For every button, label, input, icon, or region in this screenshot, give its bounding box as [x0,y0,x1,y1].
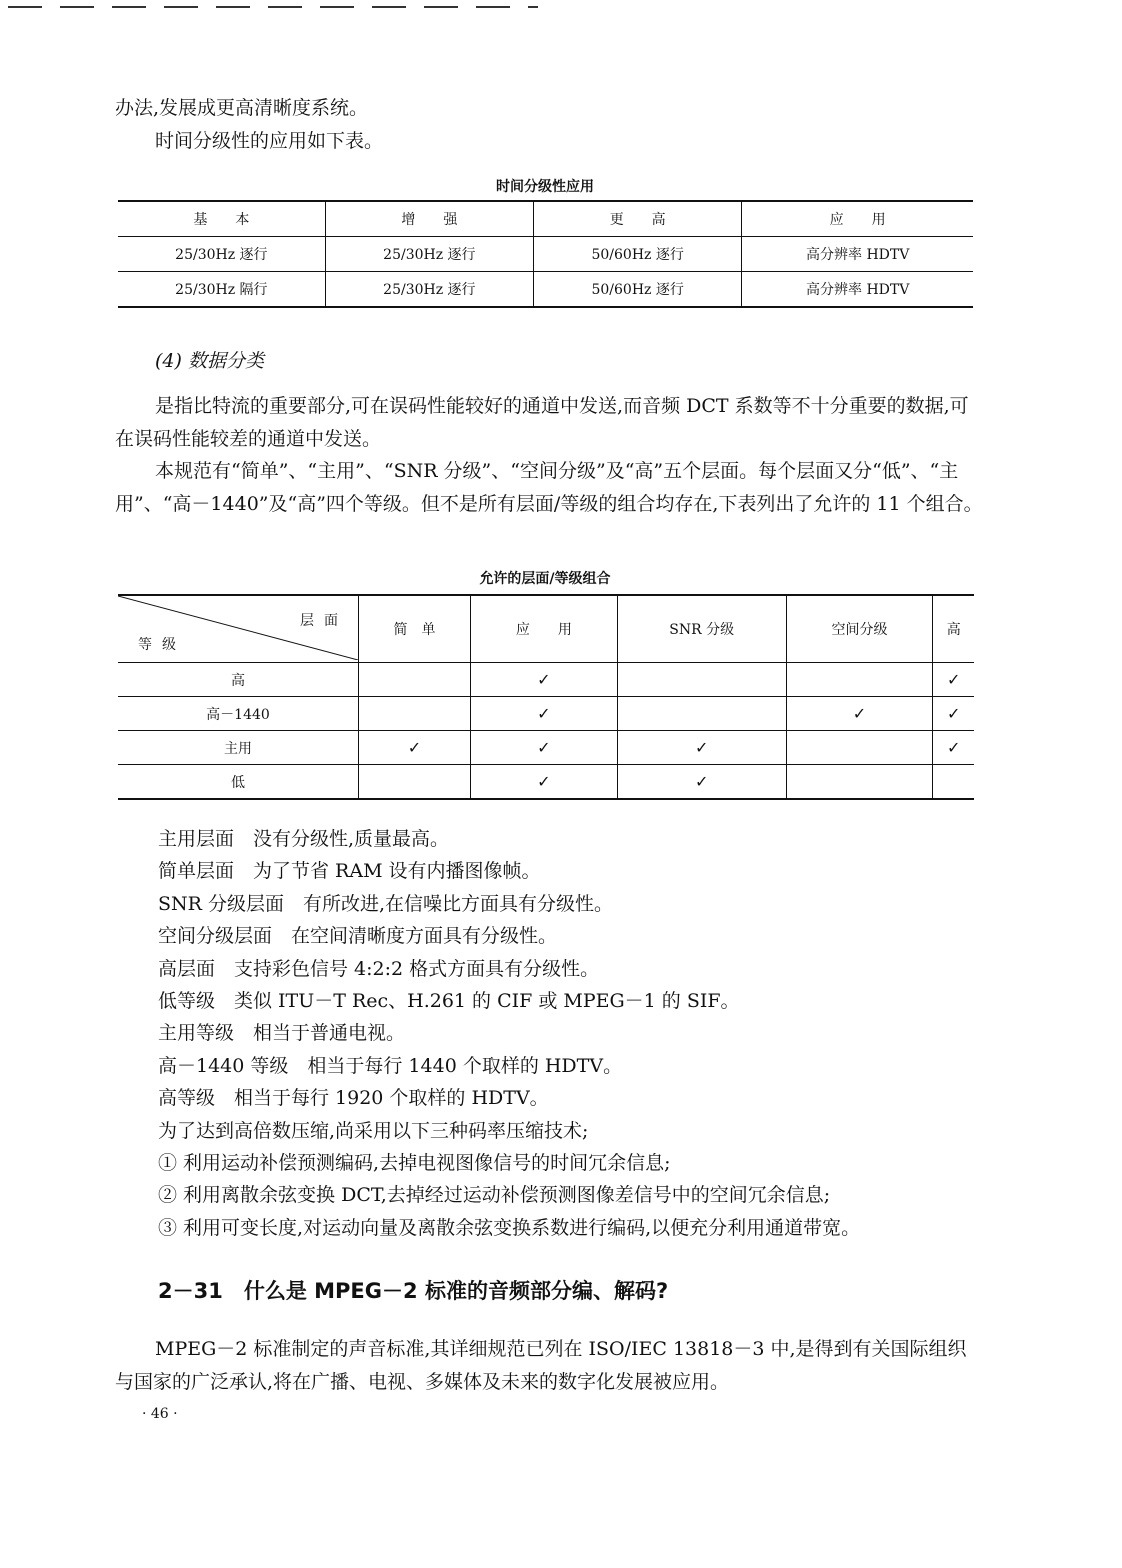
table-cell: 50/60Hz 逐行 [534,237,742,272]
level-label: 高－1440 [118,697,359,731]
table-header-row [118,201,973,237]
checkmark-icon: ✓ [407,738,422,757]
table-cell: 25/30Hz 隔行 [118,272,325,308]
level-label: 高 [118,663,359,697]
table-cell: 高分辨率 HDTV [742,237,973,272]
definition-line: ② 利用离散余弦变换 DCT,去掉经过运动补偿预测图像差信号中的空间冗余信息; [158,1184,831,1207]
table-cell [786,697,933,731]
checkmark-icon: ✓ [947,738,961,757]
definition-line: 空间分级层面 在空间清晰度方面具有分级性。 [158,925,558,948]
section-heading: 2－31 什么是 MPEG－2 标准的音频部分编、解码? [158,1279,669,1303]
checkmark-icon: ✓ [947,704,961,723]
level-label: 低 [118,765,359,800]
table-cell [933,697,974,731]
definition-line: 简单层面 为了节省 RAM 设有内播图像帧。 [158,860,541,883]
header-spatial: 空间分级 [786,595,933,663]
header-main: 应 用 [470,595,617,663]
table-cell [786,663,933,697]
definition-line: SNR 分级层面 有所改进,在信噪比方面具有分级性。 [158,892,614,915]
definition-line: ① 利用运动补偿预测编码,去掉电视图像信号的时间冗余信息; [158,1152,671,1174]
profile-level-table [118,594,974,800]
definition-line: 为了达到高倍数压缩,尚采用以下三种码率压缩技术; [158,1119,589,1142]
table-cell [470,663,617,697]
table-cell [470,765,617,800]
closing-paragraph: MPEG－2 标准制定的声音标准,其详细规范已列在 ISO/IEC 13818－3 中,是得到有关国际组织与国家的广泛承认,将在广播、电视、多媒体及未来的数字化发展被应用。 [115,1338,967,1393]
table-cell [359,765,471,800]
table-cell [617,697,786,731]
checkmark-icon: ✓ [537,704,551,723]
table-cell [933,663,974,697]
table-cell [617,731,786,765]
table-row [118,731,974,765]
checkmark-icon: ✓ [537,738,551,757]
table-cell: 25/30Hz 逐行 [325,272,533,308]
table-row [118,765,974,800]
definition-line: 高－1440 等级 相当于每行 1440 个取样的 HDTV。 [158,1054,623,1077]
level-label: 主用 [118,731,359,765]
header-simple: 简 单 [359,595,471,663]
table-header-row [118,595,974,663]
table-cell [933,731,974,765]
section-4-title: (4) 数据分类 [155,350,264,372]
intro-line-1: 办法,发展成更高清晰度系统。 [115,97,369,119]
checkmark-icon: ✓ [537,772,551,791]
table-cell [470,697,617,731]
header-base: 基 本 [118,201,325,237]
definition-line: 主用层面 没有分级性,质量最高。 [158,828,450,850]
top-scan-dashes [8,6,538,8]
table-cell: 高分辨率 HDTV [742,272,973,308]
table-row [118,272,973,308]
table-cell [786,731,933,765]
table2-caption: 允许的层面/等级组合 [479,571,611,587]
table-cell [359,663,471,697]
table-cell [617,765,786,800]
temporal-scalability-table [118,200,973,308]
checkmark-icon: ✓ [694,772,709,791]
table-cell [359,697,471,731]
header-snr: SNR 分级 [617,595,786,663]
checkmark-icon: ✓ [947,670,961,689]
table-cell [359,731,471,765]
table-cell [786,765,933,800]
definition-line: ③ 利用可变长度,对运动向量及离散余弦变换系数进行编码,以便充分利用通道带宽。 [158,1216,861,1239]
header-enhance: 增 强 [325,201,533,237]
definition-line: 低等级 类似 ITU－T Rec、H.261 的 CIF 或 MPEG－1 的 SIF。 [158,990,740,1012]
header-higher: 更 高 [534,201,742,237]
corner-label-level: 等级 [138,637,186,653]
table-row [118,237,973,272]
table-cell: 50/60Hz 逐行 [534,272,742,308]
definition-line: 高等级 相当于每行 1920 个取样的 HDTV。 [158,1087,549,1110]
corner-label-profile: 层面 [300,613,348,629]
table-cell: 25/30Hz 逐行 [325,237,533,272]
table1-caption: 时间分级性应用 [496,179,594,195]
table-cell [470,731,617,765]
corner-header [118,595,359,663]
checkmark-icon: ✓ [852,704,867,723]
definition-line: 高层面 支持彩色信号 4:2:2 格式方面具有分级性。 [158,957,600,980]
table-cell [617,663,786,697]
checkmark-icon: ✓ [537,670,551,689]
table-cell: 25/30Hz 逐行 [118,237,325,272]
header-high: 高 [933,595,974,663]
table-row [118,697,974,731]
checkmark-icon: ✓ [694,738,709,757]
section-4-para-2: 本规范有“简单”、“主用”、“SNR 分级”、“空间分级”及“高”五个层面。每个层面又分“低”、“主用”、“高－1440”及“高”四个等级。但不是所有层面/等级的组合均存在,下表列出了允许的 11 个组合。 [115,460,983,515]
header-application: 应 用 [742,201,973,237]
table-cell [933,765,974,800]
intro-line-2: 时间分级性的应用如下表。 [155,130,384,152]
section-4-para-1: 是指比特流的重要部分,可在误码性能较好的通道中发送,而音频 DCT 系数等不十分重要的数据,可在误码性能较差的通道中发送。 [115,395,969,450]
page-number: · 46 · [142,1406,178,1422]
definition-line: 主用等级 相当于普通电视。 [158,1022,406,1045]
table-row [118,663,974,697]
